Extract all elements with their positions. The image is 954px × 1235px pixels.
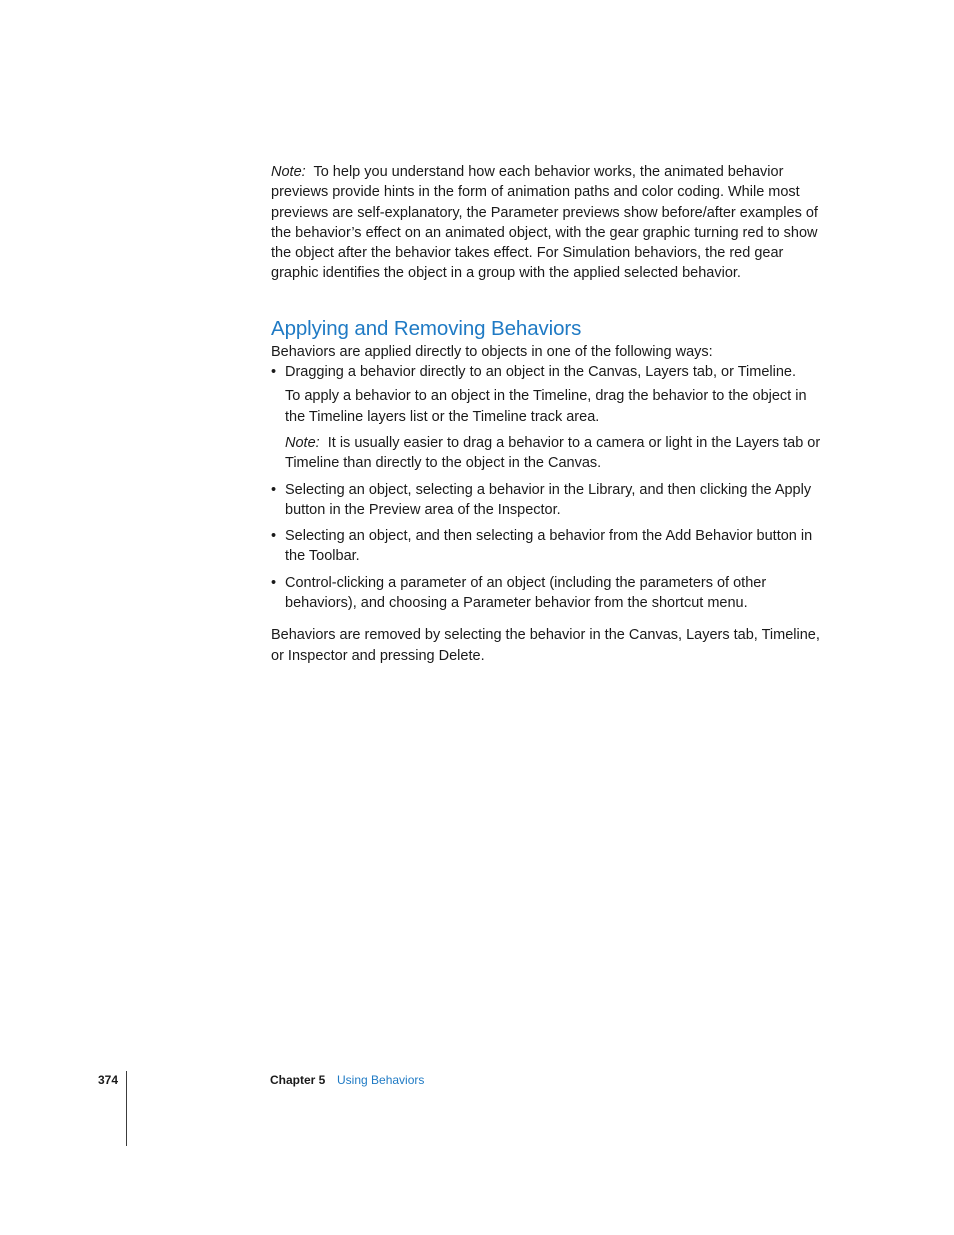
note-label: Note:	[285, 434, 320, 451]
note-label: Note:	[271, 164, 306, 180]
bullet-list	[271, 362, 827, 613]
bullet-glyph: •	[271, 574, 277, 591]
list-item-text: Dragging a behavior directly to an object in the Canvas, Layers tab, or Timeline.	[285, 364, 796, 381]
section-intro: Behaviors are applied directly to objects in one of the following ways:	[271, 343, 713, 360]
closing-paragraph: Behaviors are removed by selecting the behavior in the Canvas, Layers tab, Timeline, or Inspector and pressing Delete.	[271, 627, 820, 664]
list-item	[271, 526, 827, 567]
section-heading: Applying and Removing Behaviors	[271, 316, 582, 340]
footer-divider	[126, 1071, 127, 1146]
bullet-glyph: •	[271, 481, 277, 498]
list-item	[271, 362, 827, 473]
page-content	[271, 162, 827, 666]
note-text: To help you understand how each behavior works, the animated behavior previews provide hints in the form of animation paths and color coding. While most previews are self-explanatory, the Parameter previews show before/after examples of the behavior’s effect on an animated object, with the gear graphic turning red to show the object after the behavior takes effect. For Simulation behaviors, the red gear graphic identifies the object in a group with the applied selected behavior.	[271, 164, 818, 282]
note-text: It is usually easier to drag a behavior to a camera or light in the Layers tab or Timeline than directly to the object in the Canvas.	[285, 434, 821, 472]
chapter-label: Chapter 5	[270, 1073, 326, 1087]
list-item-subparagraph: To apply a behavior to an object in the Timeline, drag the behavior to the object in the Timeline layers list or the Timeline track area.	[285, 388, 807, 425]
list-item	[271, 480, 827, 521]
list-item	[271, 573, 827, 614]
chapter-title-link[interactable]: Using Behaviors	[337, 1073, 425, 1087]
bullet-glyph: •	[271, 528, 277, 545]
list-item-note	[285, 433, 827, 474]
bullet-glyph: •	[271, 364, 277, 381]
page-number: 374	[98, 1073, 119, 1087]
note-paragraph	[271, 162, 827, 284]
list-item-text: Control-clicking a parameter of an object (including the parameters of other behaviors), and choosing a Parameter behavior from the shortcut menu.	[285, 574, 767, 612]
list-item-text: Selecting an object, selecting a behavior in the Library, and then clicking the Apply button in the Preview area of the Inspector.	[285, 481, 812, 518]
list-item-text: Selecting an object, and then selecting a behavior from the Add Behavior button in the Toolbar.	[285, 528, 813, 565]
